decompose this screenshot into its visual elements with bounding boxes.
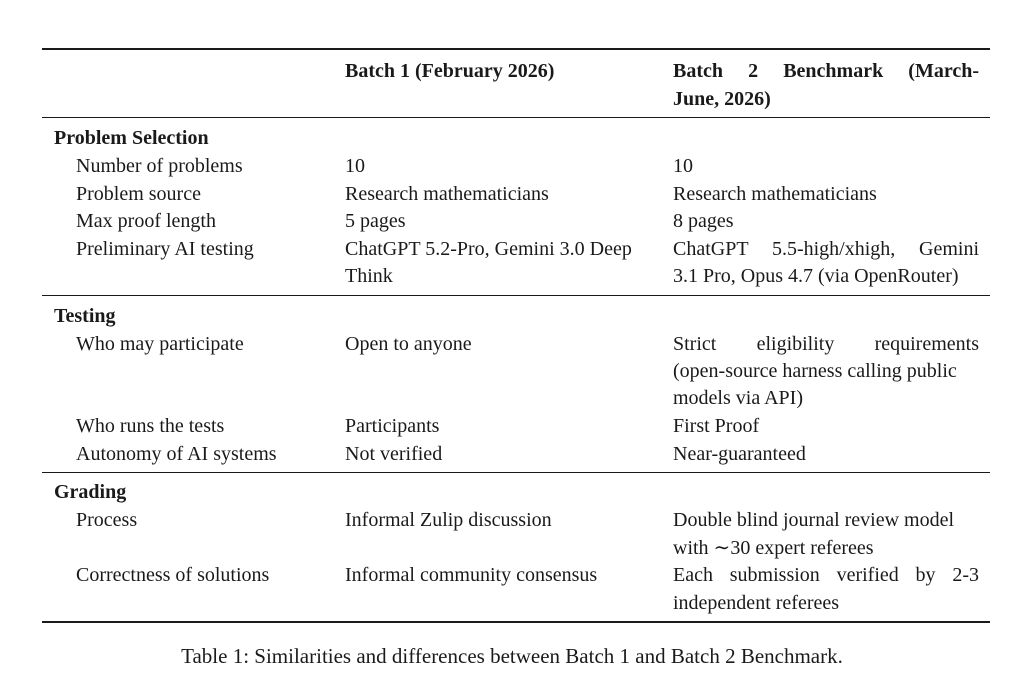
bottom-rule [42, 621, 990, 623]
cell-batch1: 10 [345, 155, 365, 177]
row-label: Who runs the tests [76, 415, 225, 437]
cell-batch2: Near-guaranteed [673, 443, 806, 465]
section-rule-grading [42, 472, 990, 473]
cell-batch1: Open to anyone [345, 333, 472, 355]
cell-batch1: Think [345, 265, 393, 287]
row-label: Process [76, 509, 138, 531]
cell-batch1: Research mathematicians [345, 183, 549, 205]
header-rule [42, 117, 990, 118]
cell-batch2: Double blind journal review model [673, 509, 955, 531]
section-title-problem-selection: Problem Selection [54, 127, 209, 149]
section-title-testing: Testing [54, 305, 116, 327]
table-caption: Table 1: Similarities and differences between Batch 1 and Batch 2 Benchmark. [181, 644, 843, 668]
cell-batch1: Participants [345, 415, 440, 437]
row-label: Correctness of solutions [76, 564, 270, 586]
cell-batch2: (open-source harness calling public [673, 360, 957, 382]
cell-batch1: ChatGPT 5.2-Pro, Gemini 3.0 Deep [345, 238, 632, 260]
row-label: Max proof length [76, 210, 216, 232]
row-label: Autonomy of AI systems [76, 443, 277, 465]
cell-batch2: 8 pages [673, 210, 734, 232]
header-batch2-line2: June, 2026) [673, 88, 771, 110]
cell-batch2: Each submission verified by 2-3 [673, 564, 979, 586]
row-label: Number of problems [76, 155, 243, 177]
row-label: Who may participate [76, 333, 244, 355]
cell-batch2: First Proof [673, 415, 760, 437]
cell-batch2: 3.1 Pro, Opus 4.7 (via OpenRouter) [673, 265, 959, 287]
cell-batch2: 10 [673, 155, 693, 177]
cell-batch1: Not verified [345, 443, 443, 465]
cell-batch2: with ∼30 expert referees [673, 537, 874, 559]
cell-batch2: Research mathematicians [673, 183, 877, 205]
cell-batch2: models via API) [673, 387, 803, 409]
section-rule-testing [42, 295, 990, 296]
cell-batch1: Informal community consensus [345, 564, 598, 586]
cell-batch2: independent referees [673, 592, 840, 614]
cell-batch1: Informal Zulip discussion [345, 509, 552, 531]
section-title-grading: Grading [54, 481, 127, 503]
header-batch1: Batch 1 (February 2026) [345, 60, 555, 82]
cell-batch2: Strict eligibility requirements [673, 333, 979, 355]
cell-batch1: 5 pages [345, 210, 406, 232]
row-label: Problem source [76, 183, 201, 205]
header-batch2-line1: Batch 2 Benchmark (March- [673, 60, 979, 82]
top-rule [42, 48, 990, 50]
cell-batch2: ChatGPT 5.5-high/xhigh, Gemini [673, 238, 979, 260]
row-label: Preliminary AI testing [76, 238, 254, 260]
